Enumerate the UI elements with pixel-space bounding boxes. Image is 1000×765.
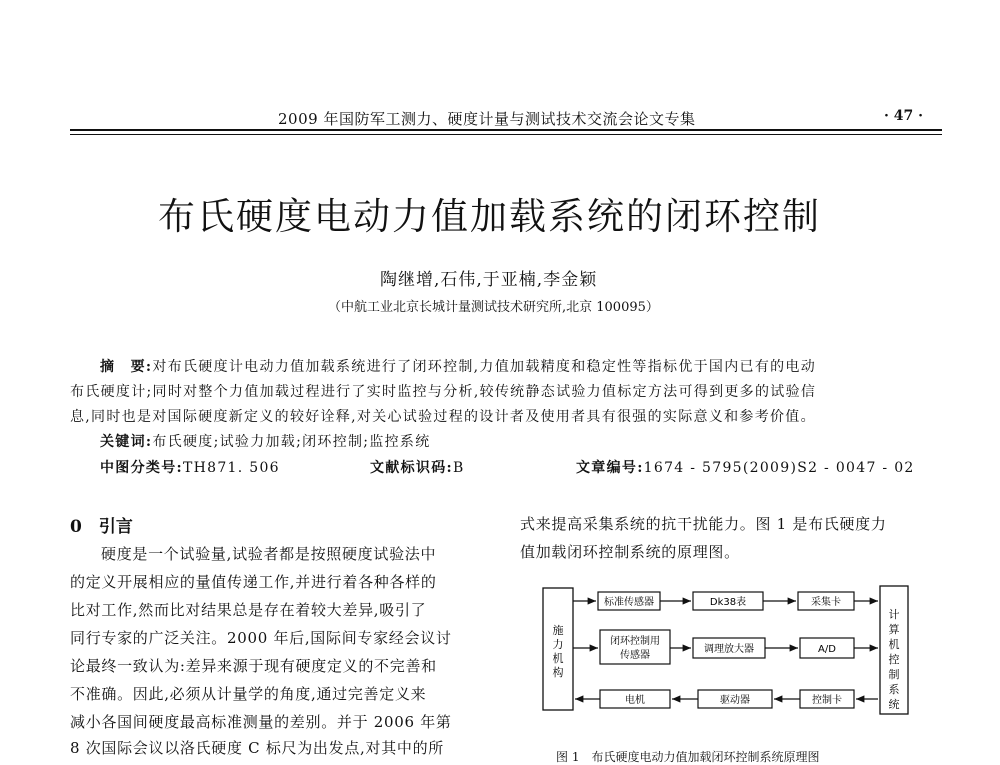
svg-text:制: 制 (888, 668, 900, 681)
svg-text:算: 算 (888, 623, 900, 636)
svg-text:系: 系 (888, 683, 900, 696)
article-number: 文章编号:1674 - 5795(2009)S2 - 0047 - 02 (576, 460, 915, 476)
running-header: 2009 年国防军工测力、硬度计量与测试技术交流会论文专集 (278, 110, 696, 128)
svg-text:控: 控 (888, 653, 900, 666)
intro-line-8: 8 次国际会议以洛氏硬度 C 标尺为出发点,对其中的所 (70, 739, 444, 757)
driver-label: 驱动器 (720, 695, 750, 706)
svg-text:机: 机 (888, 638, 900, 651)
intro-line-3: 比对工作,然而比对结果总是存在着较大差异,吸引了 (70, 601, 427, 619)
amplifier-label: 调理放大器 (704, 644, 754, 655)
keywords-label: 关键词: (100, 434, 153, 450)
affiliation: （中航工业北京长城计量测试技术研究所,北京 100095） (328, 300, 659, 315)
header-rule-thick (70, 129, 942, 131)
keywords: 关键词:布氏硬度;试验力加载;闭环控制;监控系统 (100, 434, 431, 450)
right-col-line-1: 式来提高采集系统的抗干扰能力。图 1 是布氏硬度力 (520, 515, 887, 533)
svg-text:统: 统 (888, 698, 900, 711)
section-heading-intro: 0 引言 (70, 517, 133, 537)
authors: 陶继增,石伟,于亚楠,李金颖 (380, 270, 598, 290)
std-sensor-label: 标准传感器 (604, 597, 654, 608)
right-col-line-2: 值加载闭环控制系统的原理图。 (520, 543, 740, 561)
control-card-label: 控制卡 (812, 695, 842, 706)
svg-text:机: 机 (552, 652, 564, 665)
motor-label: 电机 (625, 695, 645, 706)
intro-line-7: 减小各国间硬度最高标准测量的差别。并于 2006 年第 (70, 713, 452, 731)
computer-control-label: 计 (888, 608, 900, 621)
figure-1-diagram (538, 578, 918, 718)
ad-label: A/D (818, 644, 836, 655)
intro-line-2: 的定义开展相应的量值传递工作,并进行着各种各样的 (70, 573, 437, 591)
clc-number: 中图分类号:TH871. 506 (100, 460, 280, 476)
daq-card-label: 采集卡 (811, 597, 841, 608)
doc-code: 文献标识码:B (370, 460, 465, 476)
header-rule-thin (70, 134, 942, 135)
abstract-line-2: 布氏硬度计;同时对整个力值加载过程进行了实时监控与分析,较传统静态试验力值标定方法可得到更多的试验信 (70, 384, 817, 400)
paper-title: 布氏硬度电动力值加载系统的闭环控制 (158, 195, 821, 238)
intro-line-4: 同行专家的广泛关注。2000 年后,国际间专家经会议讨 (70, 629, 452, 647)
svg-text:构: 构 (552, 666, 564, 679)
intro-line-5: 论最终一致认为:差异来源于现有硬度定义的不完善和 (70, 657, 437, 675)
abstract-label: 摘 要: (100, 359, 153, 375)
force-mechanism-label: 施 (552, 624, 564, 637)
abstract-line-1: 摘 要:对布氏硬度计电动力值加载系统进行了闭环控制,力值加载精度和稳定性等指标优于国内已有的电动 (100, 359, 817, 375)
loop-sensor-label-2: 传感器 (620, 650, 650, 661)
svg-text:力: 力 (552, 638, 564, 651)
intro-line-1: 硬度是一个试验量,试验者都是按照硬度试验法中 (101, 545, 437, 563)
page-number: · 47 · (884, 108, 923, 124)
loop-sensor-label-1: 闭环控制用 (610, 636, 660, 647)
dk38-label: Dk38表 (709, 597, 747, 608)
figure-caption: 图 1 布氏硬度电动力值加载闭环控制系统原理图 (556, 750, 820, 764)
intro-line-6: 不准确。因此,必须从计量学的角度,通过完善定义来 (70, 685, 427, 703)
abstract-line-3: 息,同时也是对国际硬度新定义的较好诠释,对关心试验过程的设计者及使用者具有很强的实际意义和参考价值。 (70, 409, 816, 425)
